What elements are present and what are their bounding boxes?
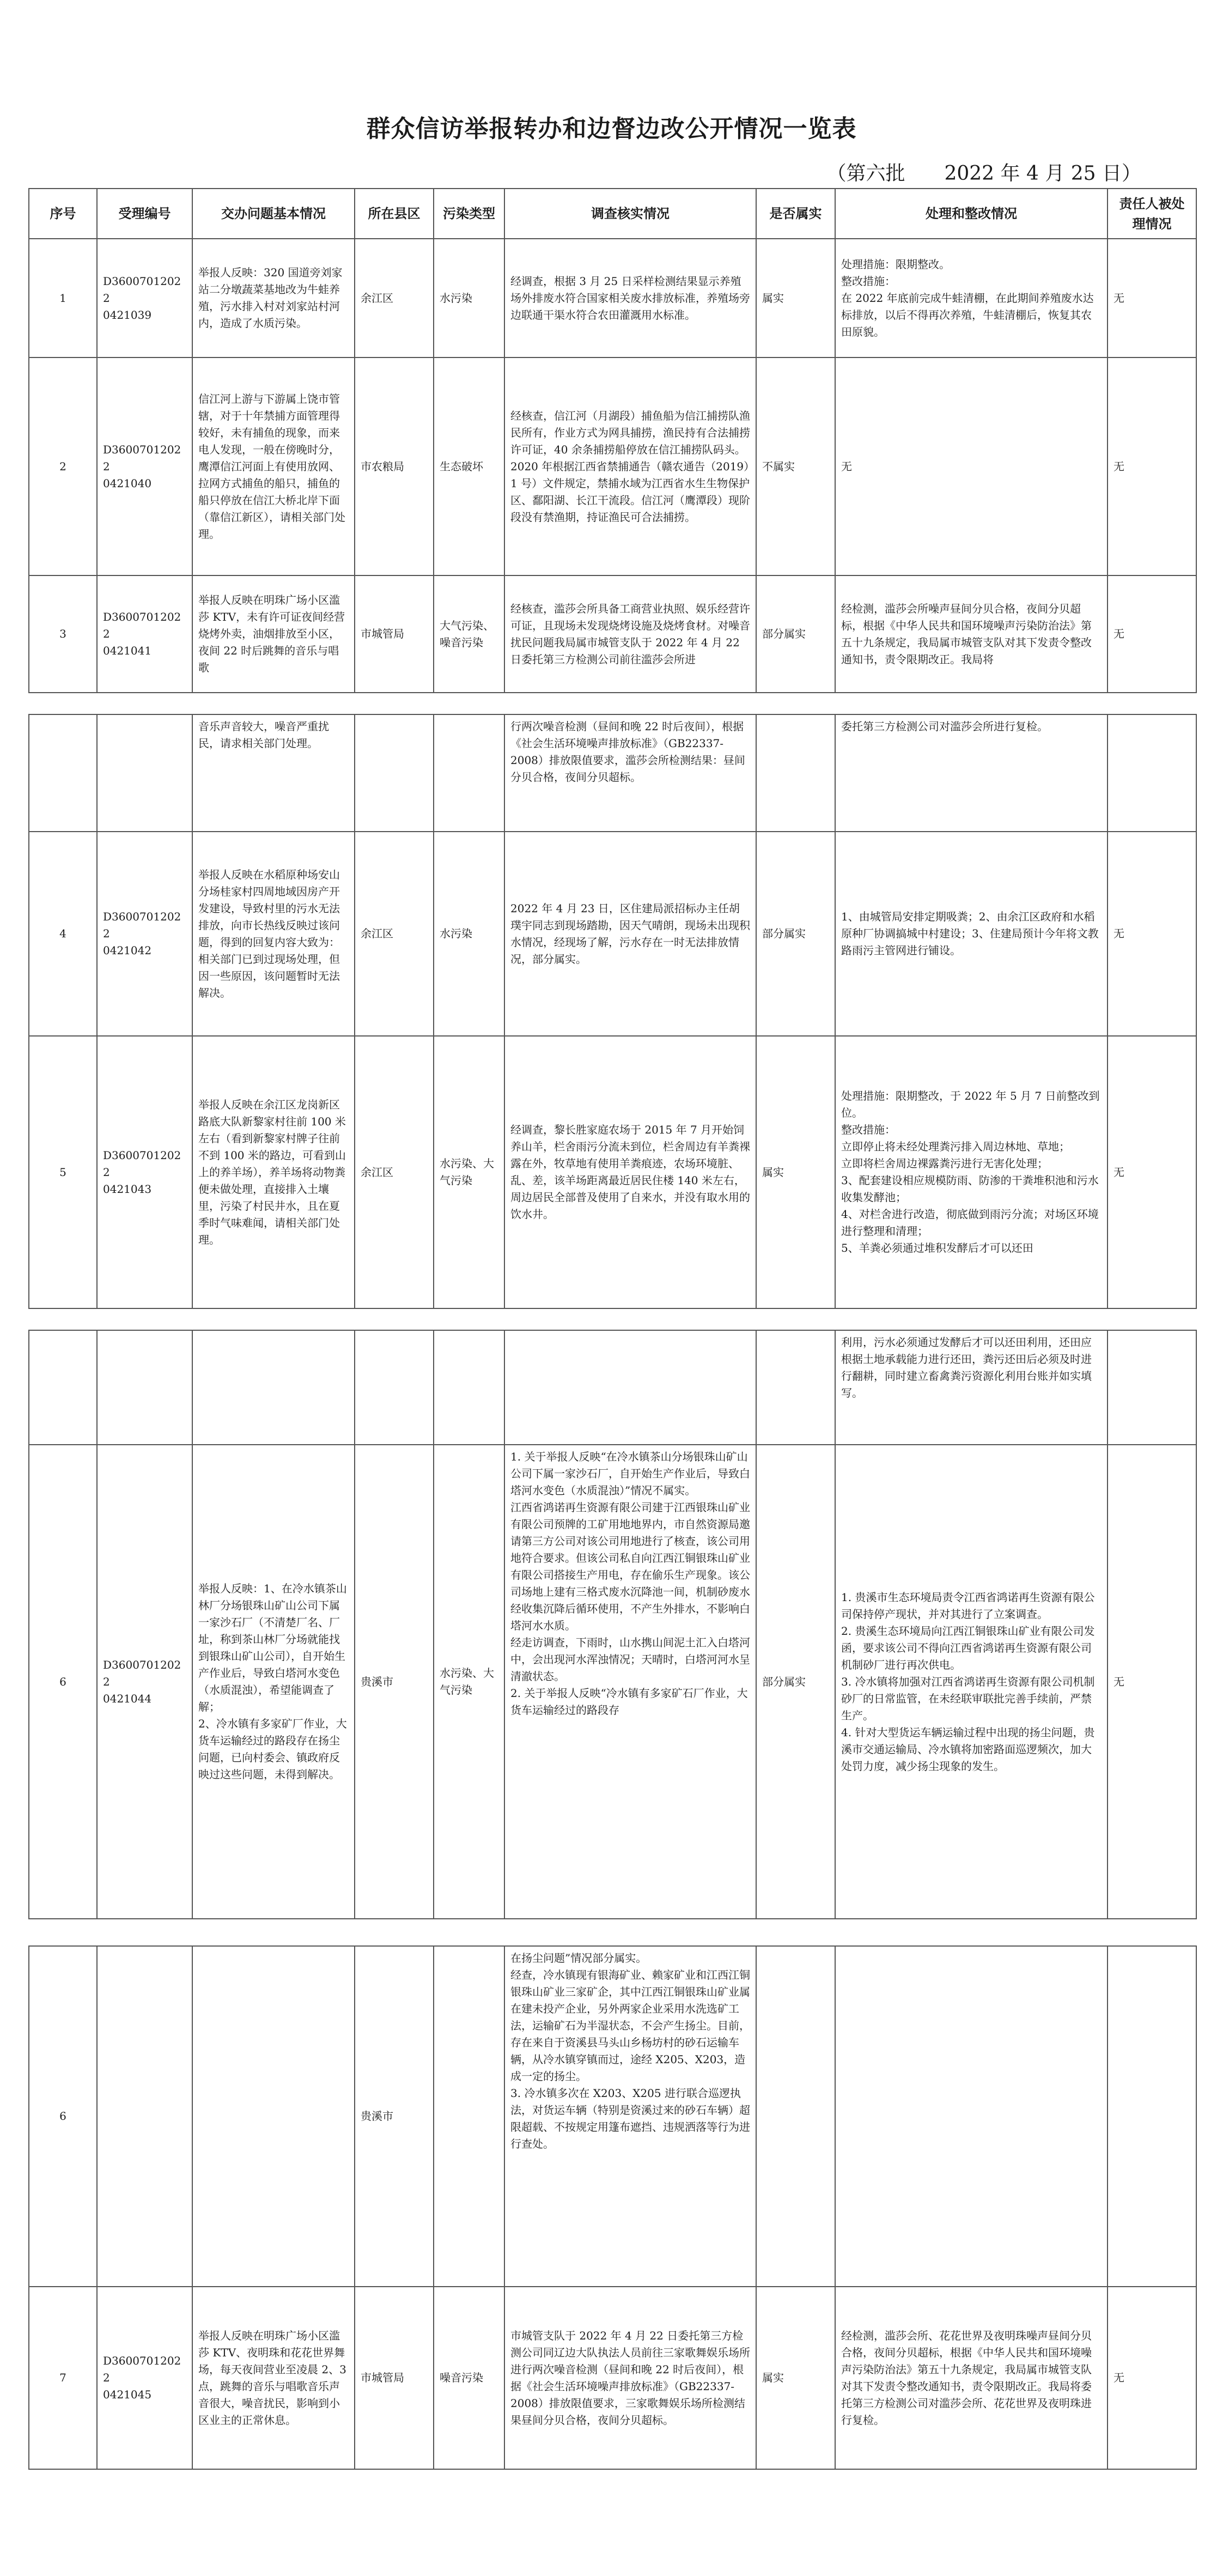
header-investigation: 调查核实情况 — [504, 189, 756, 239]
cell-id: D36007012022 0421041 — [97, 575, 192, 693]
cell-issue: 举报人反映在明珠广场小区滥莎 KTV、夜明珠和花花世界舞场，每天夜间营业至凌晨 2、3 点，跳舞的音乐与唱歌音乐声音很大，噪音扰民，影响到小区业主的正常休息。 — [192, 2287, 355, 2469]
cell-valid: 部分属实 — [756, 575, 835, 693]
cell-handling: 无 — [835, 357, 1108, 575]
cell-county: 贵溪市 — [355, 1445, 434, 1919]
cell-id: D36007012022 0421044 — [97, 1445, 192, 1919]
cell-issue: 信江河上游与下游属上饶市管辖，对于十年禁捕方面管理得较好，未有捕鱼的现象，而来电人发现，一般在傍晚时分，鹰潭信江河面上有使用放网、拉网方式捕鱼的船只，捕鱼的船只停放在信江大桥北岸下面（靠信江新区），请相关部门处理。 — [192, 357, 355, 575]
cell-investigation: 经调查，根据 3 月 25 日采样检测结果显示养殖场外排废水符合国家相关废水排放标准，养殖场旁边联通干渠水符合农田灌溉用水标准。 — [504, 239, 756, 357]
table-row — [29, 575, 1196, 693]
batch-date: （第六批 2022 年 4 月 25 日） — [826, 162, 1141, 185]
cell-resp: 无 — [1108, 832, 1196, 1036]
cell-type: 噪音污染 — [434, 2287, 504, 2469]
table-page-3 — [28, 1330, 1197, 1919]
cell-valid: 部分属实 — [756, 832, 835, 1036]
cell-handling: 处理措施：限期整改，于 2022 年 5 月 7 日前整改到位。 整改措施： 立即停止将未经处理粪污排入周边林地、草地； 立即将栏舍周边裸露粪污进行无害化处理； 3、配套建设相应规模防雨、防渗的干粪堆积池和污水收集发酵池； 4、对栏舍进行改造，彻底做到雨污分流；对场区环境进行整理和清理； 5、羊粪必须通过堆积发酵后才可以还田 — [835, 1036, 1108, 1308]
cell-handling: 经检测，滥莎会所噪声昼间分贝合格，夜间分贝超标，根据《中华人民共和国环境噪声污染防治法》第五十九条规定，我局属市城管支队对其下发责令整改通知书，责令限期改正。我局将 — [835, 575, 1108, 693]
cell-issue: 举报人反映：1、在冷水镇茶山林厂分场银珠山矿山公司下属一家沙石厂（不清楚厂名、厂址，称到茶山林厂分场就能找到银珠山矿山公司），自开始生产作业后，导致白塔河水变色（水质混浊），希望能调查了解； 2、冷水镇有多家矿厂作业，大货车运输经过的路段存在扬尘问题，已向村委会、镇政府反映过这些问题，未得到解决。 — [192, 1445, 355, 1919]
table-row — [29, 1445, 1196, 1919]
table-row-continued — [29, 714, 1196, 832]
cell-handling: 1、由城管局安排定期吸粪；2、由余江区政府和水稻原种厂协调搞城中村建设；3、住建局预计今年将文教路雨污主管网进行铺设。 — [835, 832, 1108, 1036]
cell-county: 余江区 — [355, 832, 434, 1036]
table-row — [29, 1036, 1196, 1308]
cell-investigation: 2022 年 4 月 23 日，区住建局派招标办主任胡璞宇同志到现场踏勘，因天气晴朗，现场未出现积水情况，经现场了解，污水存在一时无法排放情况，部分属实。 — [504, 832, 756, 1036]
cell-handling: 处理措施：限期整改。 整改措施： 在 2022 年底前完成牛蛙清棚，在此期间养殖废水达标排放，以后不得再次养殖，牛蛙清棚后，恢复其农田原貌。 — [835, 239, 1108, 357]
header-id: 受理编号 — [97, 189, 192, 239]
cell-investigation: 行两次噪音检测（昼间和晚 22 时后夜间），根据《社会生活环境噪声排放标准》（GB22337-2008）排放限值要求，滥莎会所检测结果：昼间分贝合格，夜间分贝超标。 — [504, 714, 756, 832]
cell-county: 余江区 — [355, 1036, 434, 1308]
header-type: 污染类型 — [434, 189, 504, 239]
cell-resp: 无 — [1108, 2287, 1196, 2469]
cell-valid: 属实 — [756, 239, 835, 357]
cell-id: D36007012022 0421039 — [97, 239, 192, 357]
header-county: 所在县区 — [355, 189, 434, 239]
table-header-row — [29, 189, 1196, 239]
cell-resp: 无 — [1108, 1036, 1196, 1308]
cell-id: D36007012022 0421045 — [97, 2287, 192, 2469]
header-valid: 是否属实 — [756, 189, 835, 239]
cell-investigation: 在扬尘问题”情况部分属实。 经查，冷水镇现有银海矿业、赖家矿业和江西江铜银珠山矿业三家矿企，其中江西江铜银珠山矿业属在建未投产企业，另外两家企业采用水洗选矿工法，运输矿石为半湿状态，不会产生扬尘。目前，存在来自于资溪县马头山乡杨坊村的砂石运输车辆，从冷水镇穿镇而过，途经 X205、X203，造成一定的扬尘。 3. 冷水镇多次在 X203、X205 进行联合巡逻执法，对货运车辆（特别是资溪过来的砂石车辆）超限超载、不按规定用篷布遮挡、违规洒落等行为进行查处。 — [504, 1946, 756, 2287]
cell-handling: 委托第三方检测公司对滥莎会所进行复检。 — [835, 714, 1108, 832]
table-row — [29, 2287, 1196, 2469]
cell-type: 生态破坏 — [434, 357, 504, 575]
cell-valid: 属实 — [756, 1036, 835, 1308]
cell-resp: 无 — [1108, 1445, 1196, 1919]
cell-seq: 2 — [29, 357, 97, 575]
cell-investigation: 经核查，信江河（月湖段）捕鱼船为信江捕捞队渔民所有，作业方式为网具捕捞，渔民持有合法捕捞许可证，40 余条捕捞船停放在信江捕捞队码头。 2020 年根据江西省禁捕通告（赣农通告（2019）1 号）文件规定，禁捕水域为江西省水生生物保护区、鄱阳湖、长江干流段。信江河（鹰潭段）现阶段没有禁渔期，持证渔民可合法捕捞。 — [504, 357, 756, 575]
cell-investigation: 市城管支队于 2022 年 4 月 22 日委托第三方检测公司同辽边大队执法人员前往三家歌舞娱乐场所进行两次噪音检测（昼间和晚 22 时后夜间），根据《社会生活环境噪声排放标准》（GB22337-2008）排放限值要求，三家歌舞娱乐场所检测结果昼间分贝合格，夜间分贝超标。 — [504, 2287, 756, 2469]
cell-valid: 不属实 — [756, 357, 835, 575]
cell-valid: 属实 — [756, 2287, 835, 2469]
header-seq: 序号 — [29, 189, 97, 239]
cell-seq: 6 — [29, 1445, 97, 1919]
cell-investigation: 1. 关于举报人反映“在冷水镇茶山分场银珠山矿山公司下属一家沙石厂，自开始生产作业后，导致白塔河水变色（水质混浊）”情况不属实。 江西省鸿诺再生资源有限公司建于江西银珠山矿业有限公司预牌的工矿用地地界内，市自然资源局邀请第三方公司对该公司用地进行了核查，该公司用地符合要求。但该公司私自向江西江铜银珠山矿业有限公司搭接生产用电，存在偷乐生产现象。该公司场地上建有三格式废水沉降池一间，机制砂废水经收集沉降后循环使用，不产生外排水，不影响白塔河水水质。 经走访调查，下雨时，山水携山间泥土汇入白塔河中，会出现河水浑浊情况；天晴时，白塔河河水呈清澈状态。 2. 关于举报人反映“冷水镇有多家矿石厂作业，大货车运输经过的路段存 — [504, 1445, 756, 1919]
table-row — [29, 239, 1196, 357]
cell-valid: 部分属实 — [756, 1445, 835, 1919]
cell-handling: 利用，污水必须通过发酵后才可以还田利用，还田应根据土地承载能力进行还田，粪污还田后必须及时进行翻耕，同时建立畜禽粪污资源化利用台账并如实填写。 — [835, 1330, 1108, 1445]
cell-county: 贵溪市 — [355, 1946, 434, 2287]
cell-investigation: 经调查，黎长胜家庭农场于 2015 年 7 月开始饲养山羊，栏舍雨污分流未到位，栏舍周边有羊粪裸露在外，牧草地有使用羊粪痕迹，农场环境脏、乱、差，该羊场距离最近居民住楼 140 米左右，周边居民全部普及使用了自来水，并没有取水用的饮水井。 — [504, 1036, 756, 1308]
cell-seq: 5 — [29, 1036, 97, 1308]
header-handling: 处理和整改情况 — [835, 189, 1108, 239]
header-issue: 交办问题基本情况 — [192, 189, 355, 239]
cell-resp: 无 — [1108, 357, 1196, 575]
cell-seq: 4 — [29, 832, 97, 1036]
cell-type: 水污染、大气污染 — [434, 1036, 504, 1308]
cell-type: 水污染 — [434, 832, 504, 1036]
cell-seq: 7 — [29, 2287, 97, 2469]
cell-type: 大气污染、噪音污染 — [434, 575, 504, 693]
cell-issue: 举报人反映在明珠广场小区滥莎 KTV，未有许可证夜间经营烧烤外卖，油烟排放至小区，夜间 22 时后跳舞的音乐与唱歌 — [192, 575, 355, 693]
cell-issue: 音乐声音较大，噪音严重扰民，请求相关部门处理。 — [192, 714, 355, 832]
cell-county: 市城管局 — [355, 2287, 434, 2469]
cell-county: 余江区 — [355, 239, 434, 357]
table-row-continued — [29, 1946, 1196, 2287]
cell-investigation: 经核查，滥莎会所具备工商营业执照、娱乐经营许可证，且现场未发现烧烤设施及烧烤食材。对噪音扰民问题我局属市城管支队于 2022 年 4 月 22 日委托第三方检测公司前往滥莎会所进 — [504, 575, 756, 693]
cell-issue: 举报人反映在余江区龙岗新区路底大队新黎家村往前 100 米左右（看到新黎家村牌子往前不到 100 米的路边，可看到山上的养羊场），养羊场将动物粪便未做处理，直接排入土壤里，污染了村民井水，且在夏季时气味难闻，请相关部门处理。 — [192, 1036, 355, 1308]
cell-resp: 无 — [1108, 239, 1196, 357]
table-row-continued — [29, 1330, 1196, 1445]
cell-id: D36007012022 0421042 — [97, 832, 192, 1036]
page-title: 群众信访举报转办和边督边改公开情况一览表 — [366, 115, 857, 143]
cell-id: D36007012022 0421040 — [97, 357, 192, 575]
table-row — [29, 357, 1196, 575]
cell-county: 市农粮局 — [355, 357, 434, 575]
table-row — [29, 832, 1196, 1036]
header-resp: 责任人被处理情况 — [1108, 189, 1196, 239]
table-page-4 — [28, 1945, 1197, 2470]
cell-type: 水污染、大气污染 — [434, 1445, 504, 1919]
cell-handling: 1. 贵溪市生态环境局责令江西省鸿诺再生资源有限公司保持停产现状，并对其进行了立案调查。 2. 贵溪生态环境局向江西江铜银珠山矿业有限公司发函，要求该公司不得向江西省鸿诺再生资源有限公司机制砂厂进行再次供电。 3. 冷水镇将加强对江西省鸿诺再生资源有限公司机制砂厂的日常监管，在未经联审联批完善手续前，严禁生产。 4. 针对大型货运车辆运输过程中出现的扬尘问题，贵溪市交通运输局、冷水镇将加密路面巡逻频次，加大处罚力度，减少扬尘现象的发生。 — [835, 1445, 1108, 1919]
cell-type: 水污染 — [434, 239, 504, 357]
cell-handling: 经检测，滥莎会所、花花世界及夜明珠噪声昼间分贝合格，夜间分贝超标，根据《中华人民共和国环境噪声污染防治法》第五十九条规定，我局属市城管支队对其下发责令整改通知书，责令限期改正。我局将委托第三方检测公司对滥莎会所、花花世界及夜明珠进行复检。 — [835, 2287, 1108, 2469]
cell-county: 市城管局 — [355, 575, 434, 693]
cell-resp: 无 — [1108, 575, 1196, 693]
table-page-2 — [28, 714, 1197, 1309]
cell-issue: 举报人反映在水稻原种场安山分场桂家村四周地域因房产开发建设，导致村里的污水无法排放，向市长热线反映过该问题，得到的回复内容大致为：相关部门已到过现场处理，但因一些原因，该问题暂时无法解决。 — [192, 832, 355, 1036]
cell-id: D36007012022 0421043 — [97, 1036, 192, 1308]
cell-seq: 3 — [29, 575, 97, 693]
cell-seq: 6 — [29, 1946, 97, 2287]
cell-issue: 举报人反映：320 国道旁刘家站二分墩蔬菜基地改为牛蛙养殖，污水排入村对刘家站村河内，造成了水质污染。 — [192, 239, 355, 357]
table-page-1 — [28, 188, 1197, 693]
cell-seq: 1 — [29, 239, 97, 357]
